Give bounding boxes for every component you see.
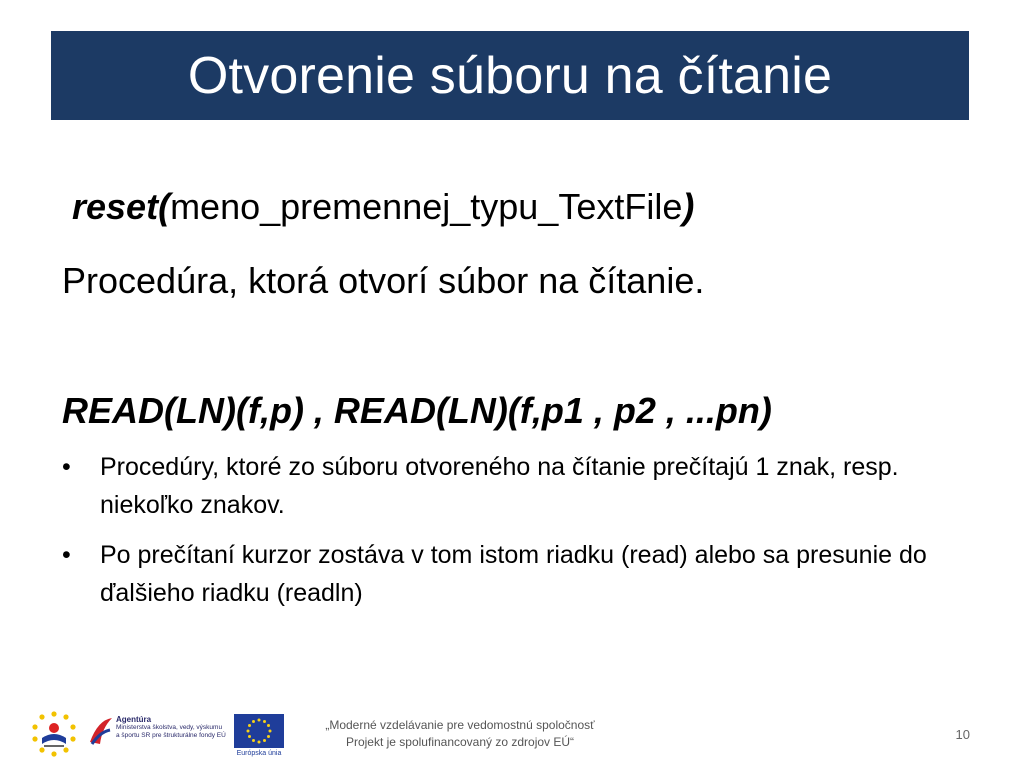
reset-description: Procedúra, ktorá otvorí súbor na čítanie. <box>62 260 705 301</box>
education-program-logo-icon <box>28 708 80 760</box>
bullet-icon: • <box>62 453 71 481</box>
slide-title-bar <box>51 31 969 120</box>
reset-argument: meno_premennej_typu_TextFile <box>170 186 683 227</box>
bullet-icon: • <box>62 541 71 569</box>
slide-footer <box>0 700 1024 768</box>
eu-flag-icon <box>234 714 284 748</box>
bullet-text: Procedúry, ktoré zo súboru otvoreného na čítanie prečítajú 1 znak, resp. niekoľko znakov. <box>100 453 899 519</box>
reset-fn-name: reset( <box>72 186 171 227</box>
bullet-item <box>62 536 972 612</box>
slide-title: Otvorenie súboru na čítanie <box>187 46 833 105</box>
agency-emblem-icon <box>88 716 114 746</box>
eu-label: Európska únia <box>236 750 282 757</box>
bullet-list <box>62 448 972 624</box>
footer-line-1: „Moderné vzdelávanie pre vedomostnú spoločnosť <box>325 718 595 732</box>
agency-logo <box>88 712 224 752</box>
read-signature: READ(LN)(f,p) , READ(LN)(f,p1 , p2 , ...pn) <box>62 390 772 431</box>
reset-close-paren: ) <box>682 186 695 227</box>
footer-line-2: Projekt je spolufinancovaný zo zdrojov EÚ“ <box>345 735 575 749</box>
slide-number: 10 <box>955 727 970 742</box>
bullet-item <box>62 448 972 524</box>
agency-subtitle: Ministerstva školstva, vedy, výskumu a športu SR pre štrukturálne fondy EÚ <box>116 724 226 739</box>
footer-project-text <box>300 717 620 751</box>
agency-title: Agentúra <box>116 715 152 724</box>
agency-text-block <box>116 716 226 740</box>
reset-signature <box>72 186 694 228</box>
bullet-text: Po prečítaní kurzor zostáva v tom istom riadku (read) alebo sa presunie do ďalšieho riadku (readln) <box>100 541 927 607</box>
